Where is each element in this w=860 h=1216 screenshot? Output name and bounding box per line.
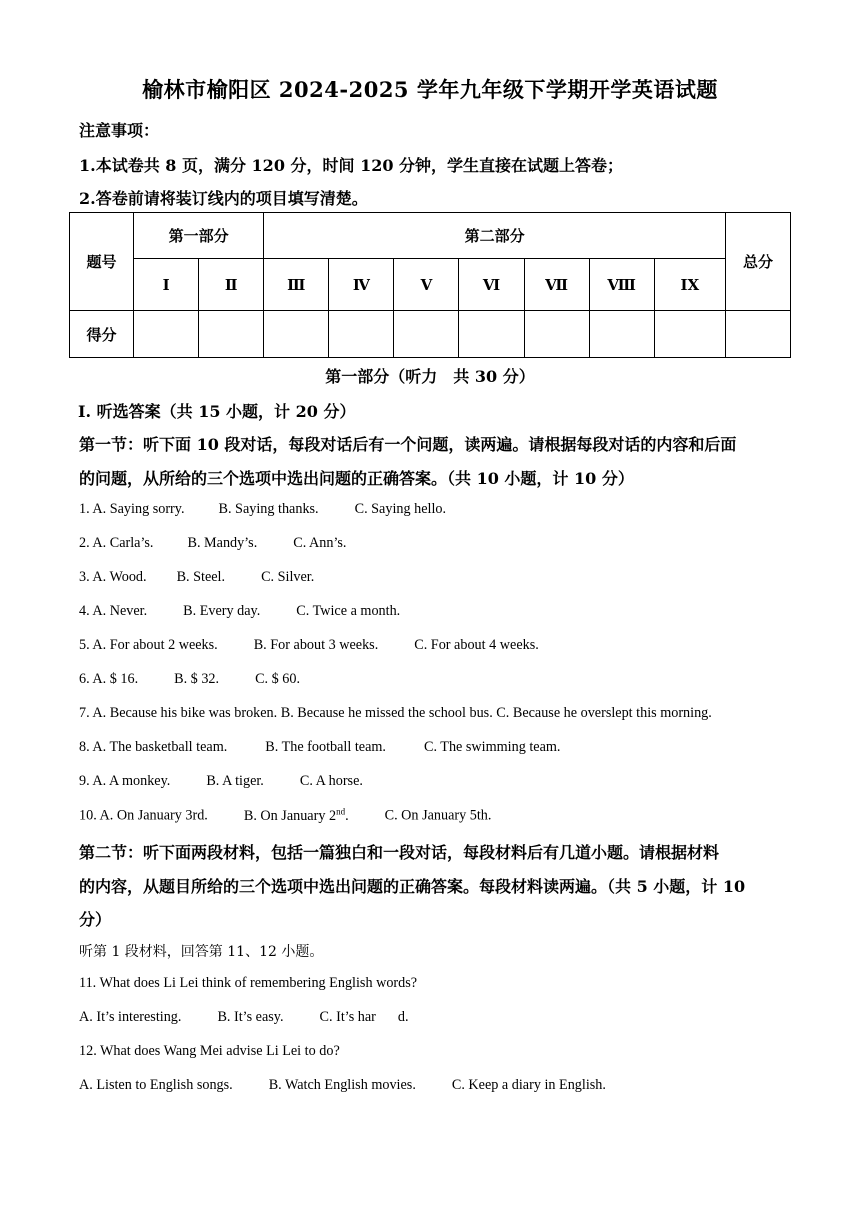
question-number: 5.: [79, 637, 90, 653]
question-11-options: [79, 1009, 409, 1026]
sub1-instruction-line1: 第一节：听下面 10 段对话，每段对话后有一个问题，读两遍。请根据每段对话的内容和后面: [79, 435, 737, 454]
section-col-3: Ⅲ: [264, 259, 329, 311]
question-6: [79, 671, 300, 688]
option-b: B. Steel.: [176, 569, 226, 585]
row-header-number: 题号: [70, 213, 134, 311]
page-title: 榆林市榆阳区 2024-2025 学年九年级下学期开学英语试题: [142, 77, 718, 102]
option-b: B. $ 32.: [174, 671, 220, 687]
sub2-instruction-line2: 的内容，从题目所给的三个选项中选出问题的正确答案。每段材料读两遍。（共 5 小题，计 10: [79, 877, 746, 896]
option-c: C. Keep a diary in English.: [451, 1077, 606, 1093]
sub1-instruction-line2: 的问题，从所给的三个选项中选出问题的正确答案。（共 10 小题，计 10 分）: [79, 469, 634, 488]
score-cell[interactable]: [459, 311, 524, 358]
section-col-7: Ⅶ: [524, 259, 589, 311]
part1-header: 第一部分: [134, 213, 264, 259]
option-c: C. Twice a month.: [296, 603, 401, 619]
option-a: A. A monkey.: [92, 773, 171, 789]
section1-heading: Ⅰ. 听选答案（共 15 小题，计 20 分）: [78, 402, 356, 421]
section-col-2: Ⅱ: [199, 259, 264, 311]
option-c: C. A horse.: [299, 773, 363, 789]
option-a: A. For about 2 weeks.: [92, 637, 218, 653]
option-b: B. Because he missed the school bus.: [280, 705, 493, 721]
question-7: [79, 705, 712, 722]
option-b: B. For about 3 weeks.: [253, 637, 379, 653]
score-row-label: 得分: [70, 311, 134, 358]
question-2: [79, 535, 346, 552]
option-b: B. Every day.: [183, 603, 261, 619]
question-number: 1.: [79, 501, 90, 517]
sub2-instruction-line3: 分）: [79, 910, 112, 929]
option-c: C. Silver.: [261, 569, 315, 585]
score-cell[interactable]: [654, 311, 725, 358]
option-a: A. Wood.: [92, 569, 147, 585]
option-c: C. For about 4 weeks.: [414, 637, 539, 653]
section-col-9: IX: [654, 259, 725, 311]
question-5: [79, 637, 539, 654]
option-b: B. A tiger.: [206, 773, 264, 789]
option-b: B. It’s easy.: [217, 1009, 284, 1025]
option-c: C. Because he overslept this morning.: [496, 705, 712, 721]
question-12-options: [79, 1077, 606, 1094]
section-col-8: Ⅷ: [589, 259, 654, 311]
question-4: [79, 603, 400, 620]
total-header: 总分: [725, 213, 790, 311]
total-score-cell[interactable]: [725, 311, 790, 358]
part-heading: 第一部分（听力 共 30 分）: [325, 367, 535, 386]
section-col-6: Ⅵ: [459, 259, 524, 311]
option-a: A. Carla’s.: [92, 535, 154, 551]
score-cell[interactable]: [589, 311, 654, 358]
question-8: [79, 739, 560, 756]
option-b: B. On January 2nd.: [243, 806, 349, 824]
score-cell[interactable]: [524, 311, 589, 358]
notice-item-1: 1.本试卷共 8 页，满分 120 分，时间 120 分钟，学生直接在试题上答卷；: [79, 156, 624, 175]
question-9: [79, 773, 363, 790]
score-cell[interactable]: [134, 311, 199, 358]
option-b: B. Saying thanks.: [218, 501, 319, 517]
option-c: C. It’s har d.: [319, 1009, 409, 1025]
part2-header: 第二部分: [264, 213, 726, 259]
score-cell[interactable]: [264, 311, 329, 358]
option-a: A. Listen to English songs.: [79, 1077, 233, 1093]
option-a: A. $ 16.: [92, 671, 139, 687]
question-number: 9.: [79, 773, 90, 789]
question-number: 4.: [79, 603, 90, 619]
option-a: A. It’s interesting.: [79, 1009, 182, 1025]
sub2-instruction-line1: 第二节：听下面两段材料，包括一篇独白和一段对话，每段材料后有几道小题。请根据材料: [79, 843, 720, 862]
option-b: B. Mandy’s.: [187, 535, 258, 551]
option-c: C. Saying hello.: [354, 501, 447, 517]
question-11-stem: 11. What does Li Lei think of remembering English words?: [79, 975, 418, 991]
option-b: B. The football team.: [265, 739, 386, 755]
score-cell[interactable]: [329, 311, 394, 358]
score-cell[interactable]: [394, 311, 459, 358]
question-number: 10.: [79, 807, 97, 824]
option-a: A. The basketball team.: [92, 739, 228, 755]
question-number: 7.: [79, 705, 90, 721]
material-note: 听第 1 段材料，回答第 11、12 小题。: [79, 944, 324, 960]
option-a: A. Saying sorry.: [92, 501, 185, 517]
question-10: [79, 806, 491, 825]
question-number: 2.: [79, 535, 90, 551]
option-c: C. $ 60.: [255, 671, 300, 687]
notice-heading: 注意事项：: [79, 121, 160, 140]
score-cell[interactable]: [199, 311, 264, 358]
option-c: C. The swimming team.: [423, 739, 561, 755]
section-col-5: V: [394, 259, 459, 311]
section-col-1: I: [134, 259, 199, 311]
score-table: [69, 212, 791, 358]
option-b: B. Watch English movies.: [268, 1077, 416, 1093]
option-a: A. Never.: [92, 603, 148, 619]
question-number: 6.: [79, 671, 90, 687]
option-c: C. On January 5th.: [384, 807, 492, 824]
notice-item-2: 2.答卷前请将装订线内的项目填写清楚。: [79, 189, 368, 208]
question-3: [79, 569, 314, 586]
option-c: C. Ann’s.: [293, 535, 347, 551]
question-number: 3.: [79, 569, 90, 585]
option-a: A. Because his bike was broken.: [92, 705, 278, 721]
question-1: [79, 501, 446, 518]
option-a: A. On January 3rd.: [99, 807, 208, 824]
question-12-stem: 12. What does Wang Mei advise Li Lei to do?: [79, 1043, 340, 1059]
question-number: 8.: [79, 739, 90, 755]
section-col-4: Ⅳ: [329, 259, 394, 311]
